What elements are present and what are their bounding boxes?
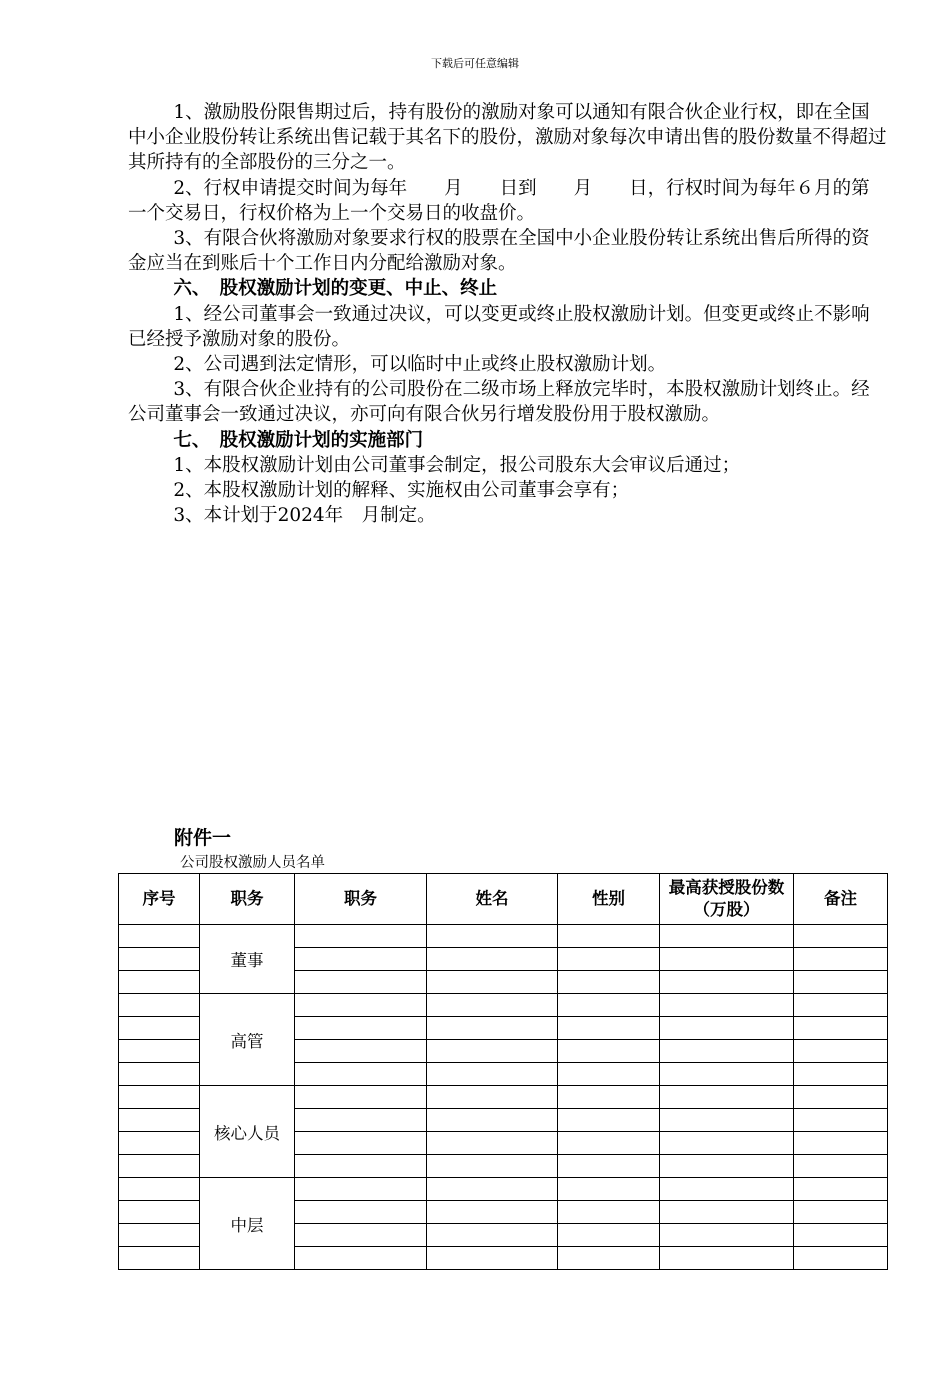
- cell-gender: [558, 948, 660, 971]
- cell-index: [119, 948, 200, 971]
- cell-name: [427, 1155, 558, 1178]
- cell-position: [295, 1017, 427, 1040]
- cell-remark: [794, 1178, 888, 1201]
- cell-max-shares: [660, 1086, 794, 1109]
- cell-index: [119, 1017, 200, 1040]
- cell-gender: [558, 1132, 660, 1155]
- annex-title: 附件一: [174, 827, 232, 849]
- cell-name: [427, 1224, 558, 1247]
- cell-remark: [794, 1040, 888, 1063]
- cell-name: [427, 1178, 558, 1201]
- cell-gender: [558, 1109, 660, 1132]
- cell-index: [119, 925, 200, 948]
- paragraph: 1、激励股份限售期过后，持有股份的激励对象可以通知有限合伙企业行权，即在全国中小企业股份转让系统出售记载于其名下的股份，激励对象每次申请出售的股份数量不得超过其所持有的全部股份的三分之一。: [128, 102, 887, 174]
- column-header: 最高获授股份数（万股）: [660, 874, 794, 925]
- cell-max-shares: [660, 1247, 794, 1270]
- cell-name: [427, 1247, 558, 1270]
- cell-name: [427, 925, 558, 948]
- cell-index: [119, 1063, 200, 1086]
- cell-max-shares: [660, 994, 794, 1017]
- cell-position: [295, 1224, 427, 1247]
- cell-position: [295, 1040, 427, 1063]
- group-label-cell: 核心人员: [200, 1086, 295, 1178]
- cell-max-shares: [660, 1178, 794, 1201]
- group-label-cell: 高管: [200, 994, 295, 1086]
- cell-max-shares: [660, 1224, 794, 1247]
- cell-index: [119, 971, 200, 994]
- cell-remark: [794, 1109, 888, 1132]
- cell-gender: [558, 1040, 660, 1063]
- cell-position: [295, 925, 427, 948]
- cell-index: [119, 1201, 200, 1224]
- cell-max-shares: [660, 1155, 794, 1178]
- cell-name: [427, 1132, 558, 1155]
- annex-subtitle: 公司股权激励人员名单: [180, 855, 325, 871]
- cell-name: [427, 1201, 558, 1224]
- section-heading: 六、 股权激励计划的变更、中止、终止: [173, 278, 498, 300]
- column-header: 姓名: [427, 874, 558, 925]
- cell-position: [295, 994, 427, 1017]
- cell-name: [427, 1040, 558, 1063]
- cell-name: [427, 1017, 558, 1040]
- cell-name: [427, 1063, 558, 1086]
- cell-position: [295, 948, 427, 971]
- paragraph: 3、有限合伙企业持有的公司股份在二级市场上释放完毕时，本股权激励计划终止。经公司董事会一致通过决议，亦可向有限合伙另行增发股份用于股权激励。: [128, 379, 870, 426]
- cell-name: [427, 994, 558, 1017]
- cell-gender: [558, 971, 660, 994]
- cell-gender: [558, 925, 660, 948]
- section-heading: 七、 股权激励计划的实施部门: [173, 429, 424, 451]
- cell-max-shares: [660, 1017, 794, 1040]
- column-header: 备注: [794, 874, 888, 925]
- cell-gender: [558, 994, 660, 1017]
- cell-index: [119, 994, 200, 1017]
- cell-name: [427, 1109, 558, 1132]
- cell-remark: [794, 1132, 888, 1155]
- cell-remark: [794, 1201, 888, 1224]
- cell-index: [119, 1178, 200, 1201]
- roster-table: [118, 873, 888, 1270]
- table-row: [119, 925, 888, 948]
- cell-remark: [794, 1063, 888, 1086]
- cell-max-shares: [660, 971, 794, 994]
- cell-name: [427, 948, 558, 971]
- cell-max-shares: [660, 1063, 794, 1086]
- cell-gender: [558, 1201, 660, 1224]
- cell-position: [295, 1132, 427, 1155]
- cell-position: [295, 1063, 427, 1086]
- cell-name: [427, 1086, 558, 1109]
- cell-index: [119, 1155, 200, 1178]
- cell-max-shares: [660, 1040, 794, 1063]
- paragraph: 2、行权申请提交时间为每年 月 日到 月 日，行权时间为每年６月的第一个交易日，行权价格为上一个交易日的收盘价。: [128, 177, 870, 224]
- cell-position: [295, 1178, 427, 1201]
- paragraph: 2、公司遇到法定情形，可以临时中止或终止股权激励计划。: [173, 354, 667, 376]
- paragraph: 3、有限合伙将激励对象要求行权的股票在全国中小企业股份转让系统出售后所得的资金应当在到账后十个工作日内分配给激励对象。: [128, 228, 870, 275]
- paragraph: 2、本股权激励计划的解释、实施权由公司董事会享有；: [173, 480, 630, 502]
- table-row: [119, 1086, 888, 1109]
- cell-position: [295, 1086, 427, 1109]
- cell-position: [295, 971, 427, 994]
- table-row: [119, 1178, 888, 1201]
- cell-name: [427, 971, 558, 994]
- group-label-cell: 董事: [200, 925, 295, 994]
- cell-index: [119, 1224, 200, 1247]
- cell-remark: [794, 1155, 888, 1178]
- paragraph: 3、本计划于2024年 月制定。: [173, 505, 436, 527]
- cell-remark: [794, 925, 888, 948]
- cell-gender: [558, 1247, 660, 1270]
- cell-position: [295, 1201, 427, 1224]
- column-header: 职务: [295, 874, 427, 925]
- table-header-row: [119, 874, 888, 925]
- document-body: [128, 100, 888, 528]
- cell-max-shares: [660, 948, 794, 971]
- cell-remark: [794, 1086, 888, 1109]
- paragraph: 1、本股权激励计划由公司董事会制定，报公司股东大会审议后通过；: [173, 454, 741, 476]
- table-row: [119, 994, 888, 1017]
- cell-remark: [794, 994, 888, 1017]
- cell-index: [119, 1132, 200, 1155]
- cell-max-shares: [660, 925, 794, 948]
- cell-remark: [794, 948, 888, 971]
- column-header: 性别: [558, 874, 660, 925]
- cell-gender: [558, 1063, 660, 1086]
- cell-position: [295, 1109, 427, 1132]
- cell-gender: [558, 1017, 660, 1040]
- cell-index: [119, 1109, 200, 1132]
- page-header-note: 下载后可任意编辑: [431, 57, 519, 70]
- cell-gender: [558, 1178, 660, 1201]
- cell-index: [119, 1040, 200, 1063]
- column-header: 序号: [119, 874, 200, 925]
- cell-position: [295, 1247, 427, 1270]
- cell-remark: [794, 1247, 888, 1270]
- group-label-cell: 中层: [200, 1178, 295, 1270]
- cell-index: [119, 1247, 200, 1270]
- column-header: 职务: [200, 874, 295, 925]
- cell-index: [119, 1086, 200, 1109]
- cell-max-shares: [660, 1109, 794, 1132]
- paragraph: 1、经公司董事会一致通过决议，可以变更或终止股权激励计划。但变更或终止不影响已经授予激励对象的股份。: [128, 303, 870, 350]
- cell-remark: [794, 1224, 888, 1247]
- cell-gender: [558, 1155, 660, 1178]
- cell-max-shares: [660, 1201, 794, 1224]
- cell-remark: [794, 971, 888, 994]
- cell-position: [295, 1155, 427, 1178]
- cell-remark: [794, 1017, 888, 1040]
- cell-gender: [558, 1086, 660, 1109]
- cell-gender: [558, 1224, 660, 1247]
- cell-max-shares: [660, 1132, 794, 1155]
